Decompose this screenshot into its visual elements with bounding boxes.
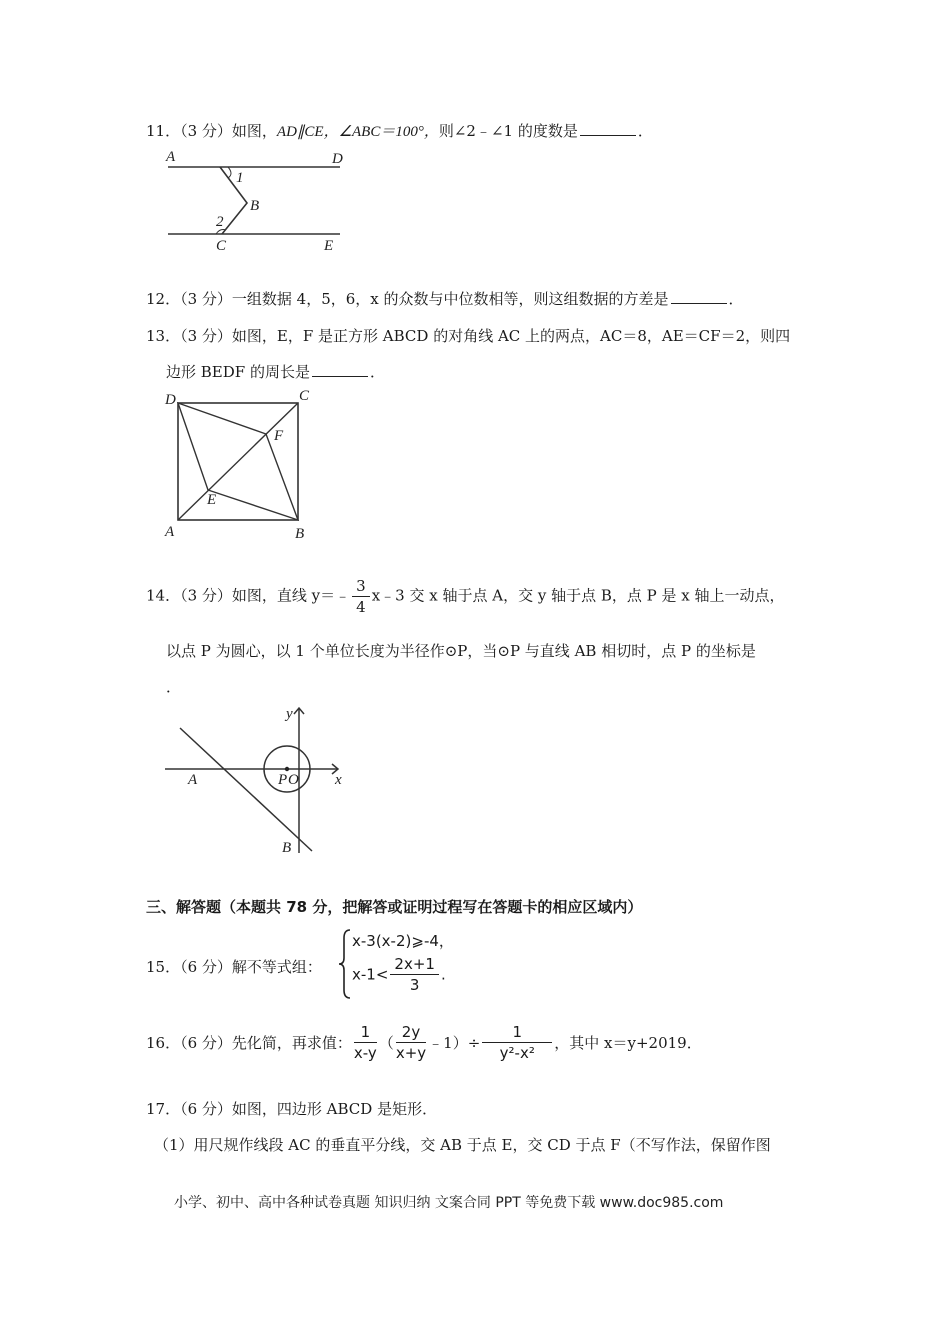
label-e: E: [324, 238, 334, 254]
q13-end: ．: [369, 363, 385, 381]
label-d: D: [332, 151, 343, 167]
q14-figure: [160, 700, 360, 860]
label-y: y: [286, 706, 293, 722]
q16-f1-den: x-y: [353, 1044, 377, 1062]
q15-ineq2-end: .: [440, 965, 446, 984]
q11-condition: AD∥CE，∠ABC＝100°，: [276, 124, 439, 140]
brace-symbol: [338, 928, 352, 1000]
q14-line-1: [146, 576, 785, 617]
q14-frac-num: 3: [352, 576, 370, 597]
q13-line-1: 13．（3 分）如图，E，F 是正方形 ABCD 的对角线 AC 上的两点，AC＝8，AE＝CF＝2，则四: [146, 327, 791, 345]
q17-line-1: 17．（6 分）如图，四边形 ABCD 是矩形．: [146, 1100, 438, 1118]
answer-blank: [671, 289, 727, 304]
label-1: 1: [236, 170, 244, 186]
q15-inequality-1: x-3(x-2)⩾-4，: [352, 932, 454, 950]
answer-blank: [312, 362, 368, 377]
label-c: C: [216, 238, 227, 254]
answer-blank: [580, 121, 636, 136]
q16-f3-num: 1: [482, 1022, 552, 1043]
q14-suffix: x﹣3 交 x 轴于点 A，交 y 轴于点 B，点 P 是 x 轴上一动点，: [371, 586, 785, 605]
q16-f3-den: y²-x²: [499, 1044, 535, 1062]
q11-text: [146, 120, 653, 141]
q12-text: [146, 288, 744, 309]
label-b: B: [250, 198, 260, 214]
q12-question: 12．（3 分）一组数据 4，5，6，x 的众数与中位数相等，则这组数据的方差是: [146, 290, 669, 308]
q16-text: [146, 1022, 702, 1063]
q16-suffix: ，其中 x＝y+2019．: [554, 1034, 702, 1052]
q16-prefix: 16．（6 分）先化简，再求值：: [146, 1034, 352, 1052]
label-e: E: [207, 492, 217, 508]
q13-question: 边形 BEDF 的周长是: [166, 363, 310, 381]
q15-frac-den: 3: [409, 976, 420, 994]
label-x: x: [335, 772, 342, 788]
q11-end: ．: [637, 122, 653, 140]
q11-figure: [160, 144, 360, 254]
q14-prefix: 14．（3 分）如图，直线 y＝﹣: [146, 586, 351, 605]
q16-mid: ﹣1）÷: [428, 1034, 481, 1052]
section-3-title: 三、解答题（本题共 78 分，把解答或证明过程写在答题卡的相应区域内）: [146, 898, 643, 916]
q16-f2-num: 2y: [396, 1022, 426, 1043]
q15-ineq2-left: x-1<: [352, 965, 389, 984]
q11-prefix: 11．（3 分）如图，: [146, 122, 277, 140]
q13-figure: [162, 386, 322, 546]
label-p: P: [278, 772, 288, 788]
q15-frac-num: 2x+1: [390, 954, 439, 975]
label-a: A: [166, 149, 176, 165]
label-a: A: [165, 524, 175, 540]
q15-inequality-2: [352, 954, 446, 995]
q14-line-3: ．: [166, 678, 182, 696]
q11-question: 则∠2﹣∠1 的度数是: [438, 122, 578, 140]
label-a: A: [188, 772, 198, 788]
q14-line-2: 以点 P 为圆心，以 1 个单位长度为半径作⊙P，当⊙P 与直线 AB 相切时，点 P 的坐标是: [166, 642, 756, 660]
q16-f1-num: 1: [354, 1022, 377, 1043]
label-c: C: [299, 388, 310, 404]
label-b: B: [282, 840, 292, 856]
q17-line-2: （1）用尺规作线段 AC 的垂直平分线，交 AB 于点 E，交 CD 于点 F（不写作法，保留作图: [154, 1136, 771, 1154]
label-2: 2: [216, 214, 224, 230]
label-o: O: [288, 772, 299, 788]
q16-open: （: [378, 1034, 394, 1052]
q15-prefix: 15．（6 分）解不等式组：: [146, 958, 322, 976]
label-d: D: [165, 392, 176, 408]
q16-f2-den: x+y: [395, 1044, 427, 1062]
label-b: B: [295, 526, 305, 542]
q13-line-2: [166, 361, 385, 382]
page-footer: 小学、初中、高中各种试卷真题 知识归纳 文案合同 PPT 等免费下载 www.doc985.com: [174, 1195, 724, 1211]
q12-end: ．: [728, 290, 744, 308]
label-f: F: [274, 428, 284, 444]
q14-frac-den: 4: [356, 598, 366, 616]
